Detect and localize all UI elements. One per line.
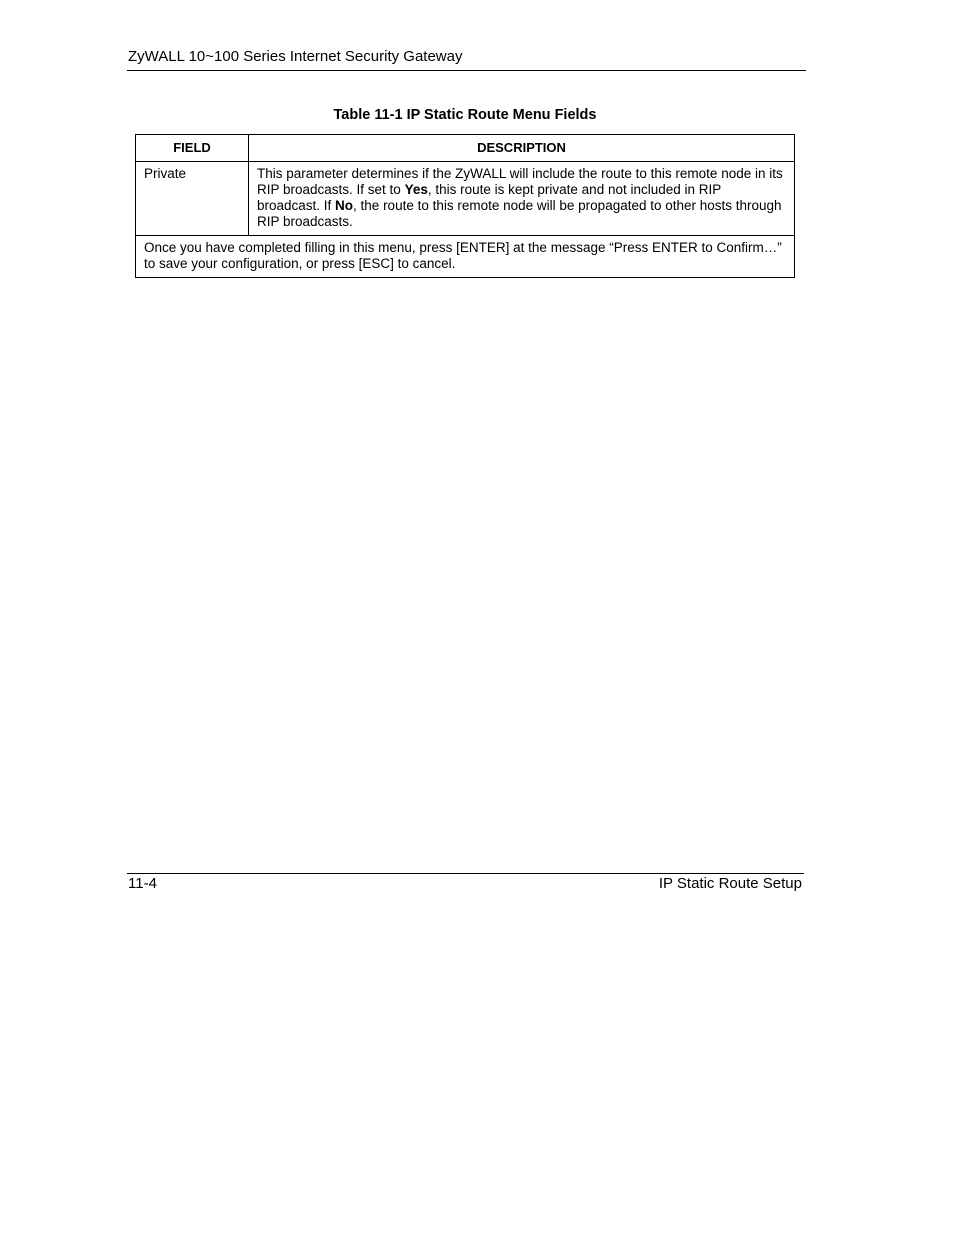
table-footnote: Once you have completed filling in this menu, press [ENTER] at the message “Press ENTER to Confirm…” to save your configuration, or press [ESC] to cancel.: [136, 236, 795, 278]
running-header: ZyWALL 10~100 Series Internet Security Gateway: [128, 48, 463, 65]
description-text: , the route to this remote node will be propagated to other hosts through RIP broadcasts.: [257, 198, 782, 229]
column-header-description: DESCRIPTION: [249, 135, 795, 162]
table-caption: Table 11-1 IP Static Route Menu Fields: [333, 107, 597, 123]
field-name-cell: Private: [136, 162, 249, 236]
description-bold-yes: Yes: [404, 182, 428, 197]
field-description-cell: [249, 162, 795, 236]
header-rule: [127, 70, 806, 71]
description-text: , this route is kept private and not included in RIP broadcast. If: [257, 182, 722, 213]
footer-rule: [127, 873, 804, 874]
chapter-title: IP Static Route Setup: [658, 875, 802, 892]
table-header-row: [136, 135, 795, 162]
description-bold-no: No: [335, 198, 354, 213]
column-header-field: FIELD: [136, 135, 249, 162]
description-text: This parameter determines if the ZyWALL will include the route to this remote node in its RIP broadcasts. If set to: [257, 166, 783, 197]
page-number: 11-4: [128, 875, 157, 892]
ip-static-route-fields-table: [135, 134, 795, 278]
table-row: [136, 162, 795, 236]
table-footnote-row: [136, 236, 795, 278]
